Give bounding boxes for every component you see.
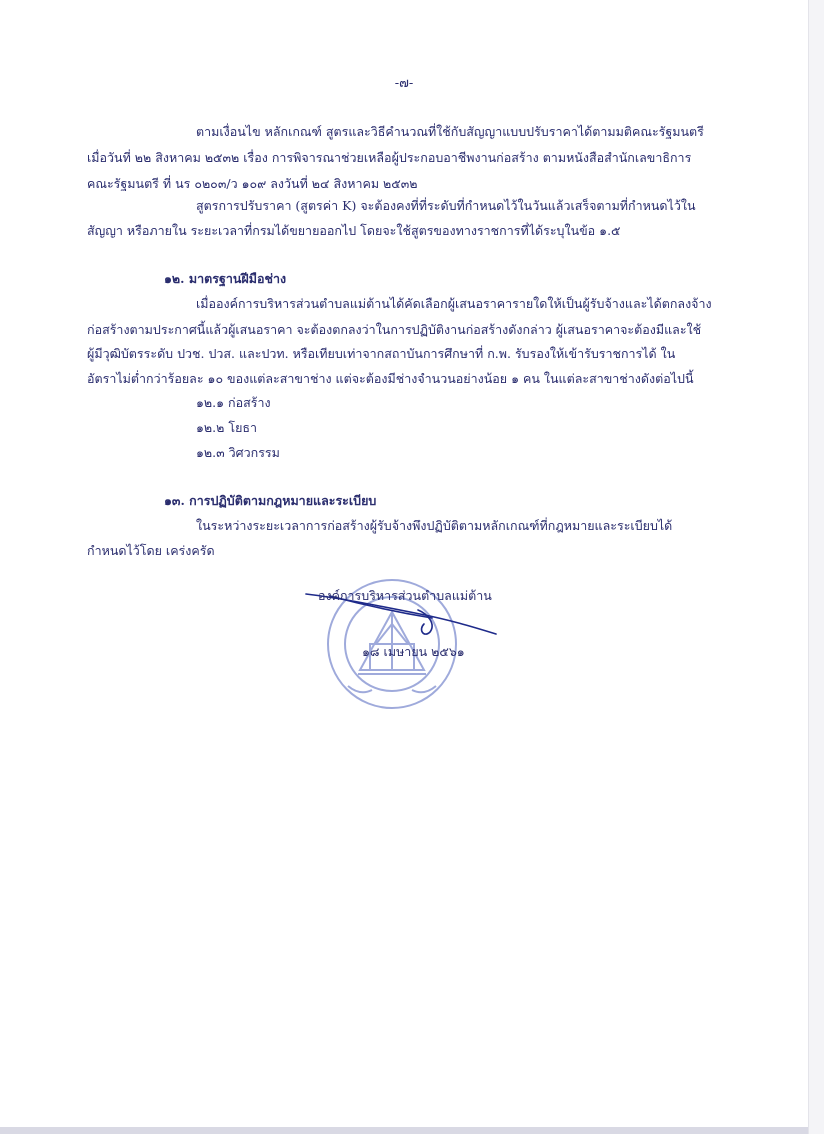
intro-line-5: สัญญา หรือภายใน ระยะเวลาที่กรมได้ขยายออกไป โดยจะใช้สูตรของทางราชการที่ได้ระบุในข้อ ๑.๕ xyxy=(87,223,621,238)
section-12-line-2: ก่อสร้างตามประกาศนี้แล้วผู้เสนอราคา จะต้องตกลงว่าในการปฏิบัติงานก่อสร้างดังกล่าว ผู้เสนอราคาจะต้องมีและใช้ xyxy=(87,322,702,337)
signature-organization: องค์การบริหารส่วนตำบลแม่ต้าน xyxy=(318,588,492,603)
section-12-line-1: เมื่อองค์การบริหารส่วนตำบลแม่ต้านได้คัดเลือกผู้เสนอราคารายใดให้เป็นผู้รับจ้างและได้ตกลงจ้าง xyxy=(196,296,712,311)
section-13-line-2: กำหนดไว้โดย เคร่งครัด xyxy=(87,543,215,558)
section-12-line-4: อัตราไม่ต่ำกว่าร้อยละ ๑๐ ของแต่ละสาขาช่าง แต่จะต้องมีช่างจำนวนอย่างน้อย ๑ คน ในแต่ละสาขาช่างดังต่อไปนี้ xyxy=(87,371,694,386)
section-12-line-3: ผู้มีวุฒิบัตรระดับ ปวช. ปวส. และปวท. หรือเทียบเท่าจากสถาบันการศึกษาที่ ก.พ. รับรองให้เข้ารับราชการได้ ใน xyxy=(87,346,676,361)
section-12-item: ๑๒.๒ โยธา xyxy=(196,420,258,435)
section-12-item: ๑๒.๑ ก่อสร้าง xyxy=(196,395,271,410)
section-12-item: ๑๒.๓ วิศวกรรม xyxy=(196,445,280,460)
intro-line-3: คณะรัฐมนตรี ที่ นร ๐๒๐๓/ว ๑๐๙ ลงวันที่ ๒๔ สิงหาคม ๒๕๓๒ xyxy=(87,176,418,191)
page-bottom-edge xyxy=(0,1127,808,1134)
section-13-heading: ๑๓. การปฏิบัติตามกฎหมายและระเบียบ xyxy=(164,493,377,508)
section-13-line-1: ในระหว่างระยะเวลาการก่อสร้างผู้รับจ้างพึงปฏิบัติตามหลักเกณฑ์ที่กฎหมายและระเบียบได้ xyxy=(196,518,673,533)
signature-date: ๑๘ เมษายน ๒๕๖๑ xyxy=(362,644,465,659)
page-number: -๗- xyxy=(394,76,414,91)
intro-line-4: สูตรการปรับราคา (สูตรค่า K) จะต้องคงที่ที่ระดับที่กำหนดไว้ในวันแล้วเสร็จตามที่กำหนดไว้ใน xyxy=(196,198,696,213)
intro-line-1: ตามเงื่อนไข หลักเกณฑ์ สูตรและวิธีคำนวณที่ใช้กับสัญญาแบบปรับราคาได้ตามมติคณะรัฐมนตรี xyxy=(196,124,704,139)
intro-line-2: เมื่อวันที่ ๒๒ สิงหาคม ๒๕๓๒ เรื่อง การพิจารณาช่วยเหลือผู้ประกอบอาชีพงานก่อสร้าง ตามหนังสือสำนักเลขาธิการ xyxy=(87,150,692,165)
section-12-heading: ๑๒. มาตรฐานฝีมือช่าง xyxy=(164,271,287,286)
